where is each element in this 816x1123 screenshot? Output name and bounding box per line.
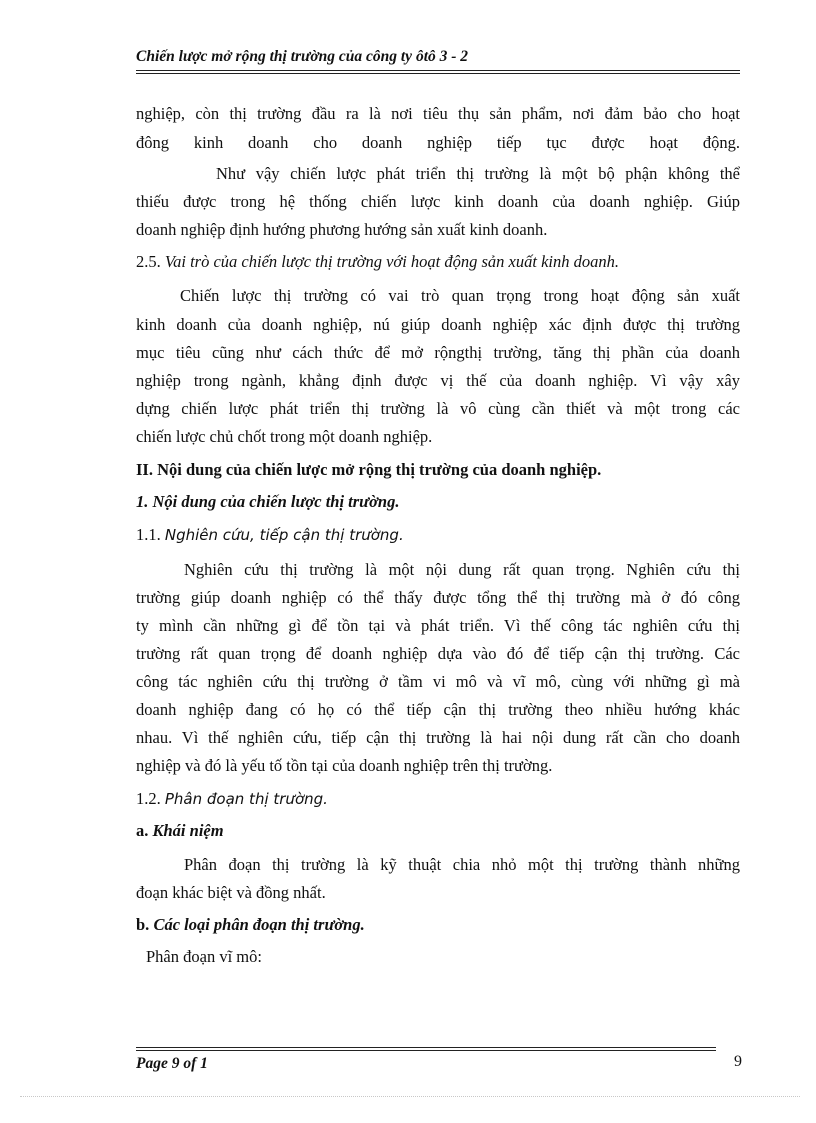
header-rule-top	[136, 70, 740, 71]
section-number: 1.1.	[136, 525, 161, 544]
body-line: doanh nghiệp định hướng phương hướng sản xuất kinh doanh.	[136, 220, 548, 239]
body-line: đoạn khác biệt và đồng nhất.	[136, 883, 326, 902]
footer-rule-bottom	[136, 1050, 716, 1051]
body-line: nghiệp và đó là yếu tố tồn tại của doanh nghiệp trên thị trường.	[136, 756, 553, 775]
body-line: trường giúp doanh nghiệp có thể thấy được tổng thể thị trường mà ở đó công	[136, 588, 740, 607]
subchapter-heading: 1. Nội dung của chiến lược thị trường.	[136, 492, 400, 511]
section-title: Phân đoạn thị trường.	[164, 790, 328, 808]
body-line: trường rất quan trọng để doanh nghiệp dựa vào đó để tiếp cận thị trường. Các	[136, 644, 740, 663]
section-title: Nghiên cứu, tiếp cận thị trường.	[164, 526, 404, 544]
chapter-heading: II. Nội dung của chiến lược mở rộng thị trường của doanh nghiệp.	[136, 460, 602, 479]
body-line: công tác nghiên cứu thị trường ở tầm vi mô và vĩ mô, cùng với những gì mà	[136, 672, 740, 691]
body-line: chiến lược chủ chốt trong một doanh nghiệp.	[136, 427, 433, 446]
body-line: nghiệp trong ngành, khẳng định được vị thế của doanh nghiệp. Vì vậy xây	[136, 371, 740, 390]
body-line: Chiến lược thị trường có vai trò quan trọng trong hoạt động sản xuất	[180, 286, 740, 305]
section-heading-2-5	[136, 252, 619, 272]
subsection-prefix: b.	[136, 915, 150, 934]
footer-page-label: Page 9 of 1	[136, 1055, 208, 1072]
running-header: Chiến lược mở rộng thị trường của công ty ôtô 3 - 2	[136, 48, 469, 65]
subsection-title: Các loại phân đoạn thị trường.	[153, 915, 365, 934]
body-line: kinh doanh của doanh nghiệp, nú giúp doanh nghiệp xác định được thị trường	[136, 315, 740, 334]
section-heading-1-1	[136, 525, 404, 545]
footer-rule-top	[136, 1047, 716, 1048]
body-line: nhau. Vì thế nghiên cứu, tiếp cận thị trường là hai nội dung rất cần cho doanh	[136, 728, 740, 747]
subsection-b-heading	[136, 915, 365, 935]
section-heading-1-2	[136, 789, 328, 809]
body-line: Như vậy chiến lược phát triển thị trường là một bộ phận không thể	[216, 164, 740, 183]
subsection-title: Khái niệm	[152, 821, 224, 840]
body-line: doanh nghiệp đang có họ có thể tiếp cận thị trường theo nhiều hướng khác	[136, 700, 740, 719]
header-rule-bottom	[136, 73, 740, 74]
page-boundary-dotted	[20, 1096, 800, 1097]
body-line: nghiệp, còn thị trường đầu ra là nơi tiêu thụ sản phẩm, nơi đảm bảo cho hoạt	[136, 104, 740, 123]
body-line: Phân đoạn thị trường là kỹ thuật chia nhỏ một thị trường thành những	[184, 855, 740, 874]
body-line: ty mình cần những gì để tồn tại và phát triển. Vì thế công tác nghiên cứu thị	[136, 616, 740, 635]
body-line: Nghiên cứu thị trường là một nội dung rất quan trọng. Nghiên cứu thị	[184, 560, 740, 579]
subsection-a-heading	[136, 821, 224, 841]
section-number: 1.2.	[136, 789, 161, 808]
section-title: Vai trò của chiến lược thị trường với hoạt động sản xuất kinh doanh.	[164, 252, 619, 271]
section-number: 2.5.	[136, 252, 161, 271]
body-line: dựng chiến lược phát triển thị trường là vô cùng cần thiết và một trong các	[136, 399, 740, 418]
page-number: 9	[734, 1053, 742, 1070]
body-line: Phân đoạn vĩ mô:	[146, 947, 262, 966]
body-line: mục tiêu cũng như cách thức để mở rộngthị trường, tăng thị phần của doanh	[136, 343, 740, 362]
body-line: đông kinh doanh cho doanh nghiệp tiếp tục được hoạt động.	[136, 133, 740, 152]
subsection-prefix: a.	[136, 821, 149, 840]
body-line: thiếu được trong hệ thống chiến lược kinh doanh của doanh nghiệp. Giúp	[136, 192, 740, 211]
